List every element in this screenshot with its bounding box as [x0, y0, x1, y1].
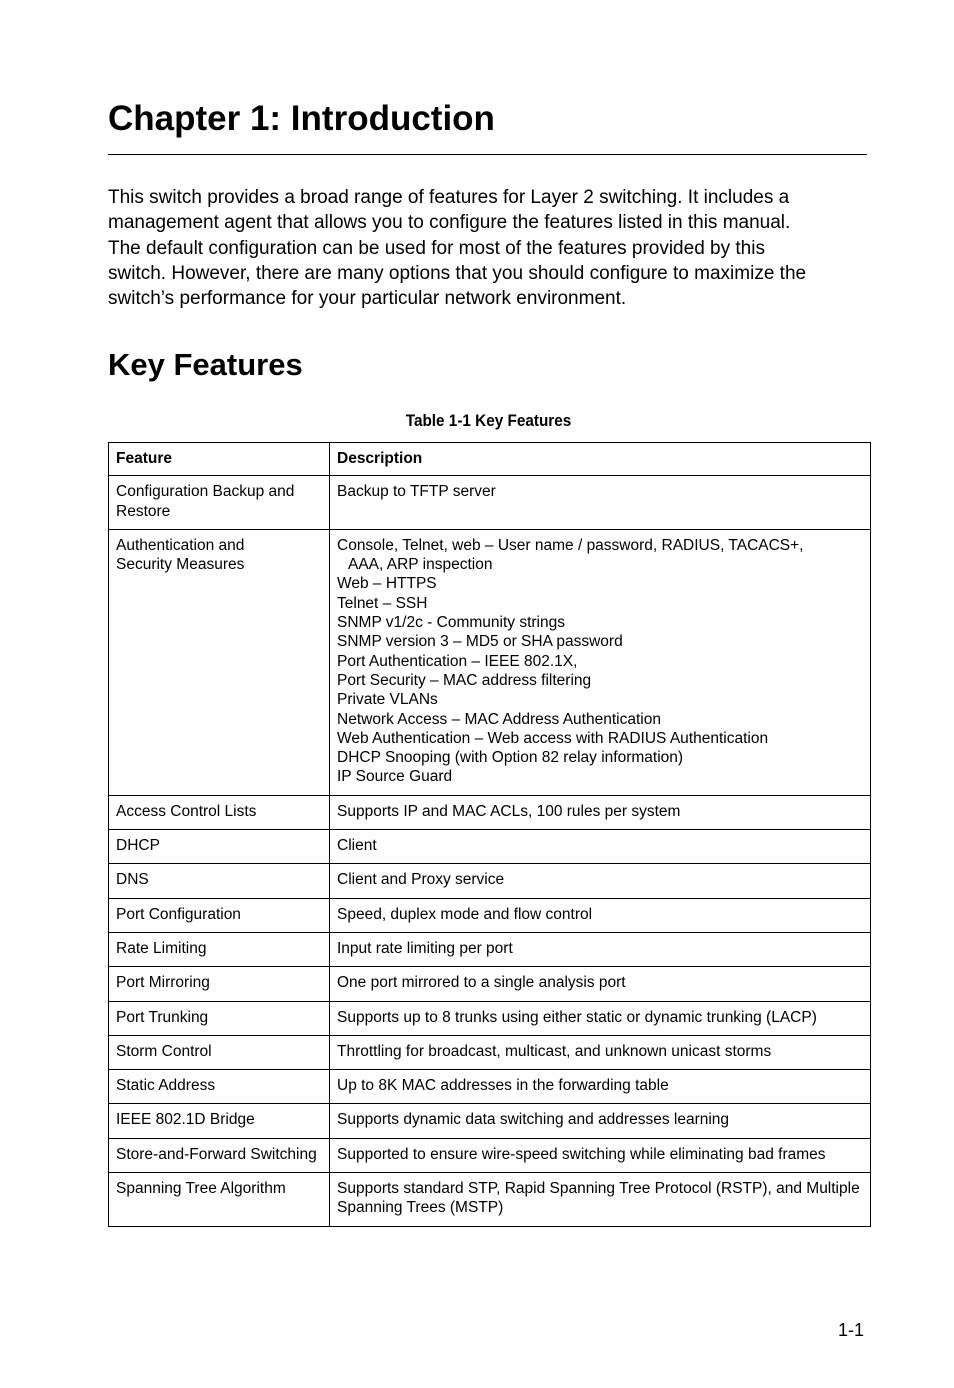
feature-text: Restore	[116, 502, 171, 520]
feature-cell	[109, 476, 330, 530]
table-row	[109, 932, 871, 966]
feature-cell	[109, 967, 330, 1001]
section-title: Key Features	[108, 347, 303, 382]
feature-text: Security Measures	[116, 556, 245, 574]
table-body	[109, 476, 871, 1226]
table-caption: Table 1-1 Key Features	[405, 411, 572, 430]
feature-text: Store-and-Forward Switching	[116, 1145, 317, 1163]
feature-text: Storm Control	[116, 1042, 212, 1060]
description-text: Console, Telnet, web – User name / password, RADIUS, TACACS+,	[337, 536, 804, 554]
description-text: Spanning Trees (MSTP)	[337, 1199, 504, 1217]
description-text: DHCP Snooping (with Option 82 relay information)	[337, 749, 684, 767]
intro-line: The default configuration can be used for most of the features provided by this	[108, 237, 765, 259]
feature-cell	[109, 864, 330, 898]
description-text: Supports up to 8 trunks using either static or dynamic trunking (LACP)	[337, 1008, 817, 1026]
table-row	[109, 1001, 871, 1035]
table-row	[109, 1035, 871, 1069]
description-text: Up to 8K MAC addresses in the forwarding table	[337, 1077, 669, 1095]
feature-text: Authentication and	[116, 536, 245, 554]
description-text: Port Security – MAC address filtering	[337, 671, 592, 689]
description-text: IP Source Guard	[337, 768, 453, 786]
table-row	[109, 1104, 871, 1138]
description-text: Supports dynamic data switching and addresses learning	[337, 1111, 730, 1129]
description-cell	[330, 1104, 871, 1138]
description-text: Input rate limiting per port	[337, 939, 513, 957]
description-text: Client	[337, 837, 377, 855]
feature-text: DHCP	[116, 837, 160, 855]
table-row	[109, 1138, 871, 1172]
key-features-table	[108, 442, 871, 1227]
table-header-row	[109, 443, 871, 476]
description-text: SNMP version 3 – MD5 or SHA password	[337, 633, 623, 651]
description-cell	[330, 1173, 871, 1227]
description-text: Backup to TFTP server	[337, 483, 496, 501]
description-text: Supported to ensure wire-speed switching while eliminating bad frames	[337, 1145, 826, 1163]
column-header-description: Description	[330, 443, 871, 476]
feature-text: Access Control Lists	[116, 802, 257, 820]
description-text: Supports IP and MAC ACLs, 100 rules per system	[337, 802, 681, 820]
intro-line: This switch provides a broad range of features for Layer 2 switching. It includes a	[108, 187, 790, 208]
intro-line: switch’s performance for your particular network environment.	[108, 288, 627, 310]
feature-cell	[109, 1104, 330, 1138]
feature-text: Port Mirroring	[116, 974, 210, 992]
description-cell	[330, 864, 871, 898]
column-header-feature: Feature	[109, 443, 330, 476]
feature-cell	[109, 1173, 330, 1227]
table-row	[109, 476, 871, 530]
table-row	[109, 967, 871, 1001]
intro-line: switch. However, there are many options that you should configure to maximize the	[108, 262, 807, 284]
description-cell	[330, 476, 871, 530]
feature-text: DNS	[116, 871, 149, 889]
description-cell	[330, 529, 871, 795]
page-number: 1-1	[838, 1320, 865, 1340]
table-row	[109, 830, 871, 864]
description-text: SNMP v1/2c - Community strings	[337, 614, 565, 632]
description-text: Web Authentication – Web access with RADIUS Authentication	[337, 729, 769, 747]
table-row	[109, 898, 871, 932]
intro-paragraph	[108, 185, 878, 311]
feature-text: Configuration Backup and	[116, 483, 295, 501]
description-cell	[330, 830, 871, 864]
description-cell	[330, 967, 871, 1001]
feature-cell	[109, 1035, 330, 1069]
feature-text: IEEE 802.1D Bridge	[116, 1111, 255, 1129]
feature-text: Rate Limiting	[116, 939, 207, 957]
chapter-title-rule	[108, 154, 867, 155]
description-text: AAA, ARP inspection	[348, 556, 493, 574]
feature-cell	[109, 1001, 330, 1035]
feature-text: Port Trunking	[116, 1008, 209, 1026]
feature-cell	[109, 529, 330, 795]
description-cell	[330, 932, 871, 966]
feature-cell	[109, 1070, 330, 1104]
description-text: Supports standard STP, Rapid Spanning Tree Protocol (RSTP), and Multiple	[337, 1180, 860, 1198]
description-text: Speed, duplex mode and flow control	[337, 905, 593, 923]
feature-cell	[109, 932, 330, 966]
feature-cell	[109, 898, 330, 932]
description-text: Port Authentication – IEEE 802.1X,	[337, 652, 578, 670]
feature-text: Port Configuration	[116, 905, 241, 923]
table-row	[109, 1070, 871, 1104]
description-cell	[330, 1035, 871, 1069]
table-row	[109, 795, 871, 829]
description-text: Throttling for broadcast, multicast, and unknown unicast storms	[337, 1042, 772, 1060]
feature-cell	[109, 795, 330, 829]
description-cell	[330, 1138, 871, 1172]
intro-line: management agent that allows you to configure the features listed in this manual.	[108, 212, 791, 234]
description-cell	[330, 898, 871, 932]
description-cell	[330, 1070, 871, 1104]
description-text: Telnet – SSH	[337, 594, 428, 612]
description-text: Client and Proxy service	[337, 871, 505, 889]
feature-text: Spanning Tree Algorithm	[116, 1180, 286, 1198]
description-text: One port mirrored to a single analysis port	[337, 974, 626, 992]
feature-text: Static Address	[116, 1077, 216, 1095]
table-row	[109, 864, 871, 898]
feature-cell	[109, 1138, 330, 1172]
description-text: Private VLANs	[337, 691, 438, 709]
description-cell	[330, 1001, 871, 1035]
description-text: Network Access – MAC Address Authentication	[337, 710, 661, 728]
table-row	[109, 1173, 871, 1227]
chapter-title: Chapter 1: Introduction	[108, 99, 495, 138]
description-cell	[330, 795, 871, 829]
feature-cell	[109, 830, 330, 864]
table-row	[109, 529, 871, 795]
description-text: Web – HTTPS	[337, 575, 437, 593]
